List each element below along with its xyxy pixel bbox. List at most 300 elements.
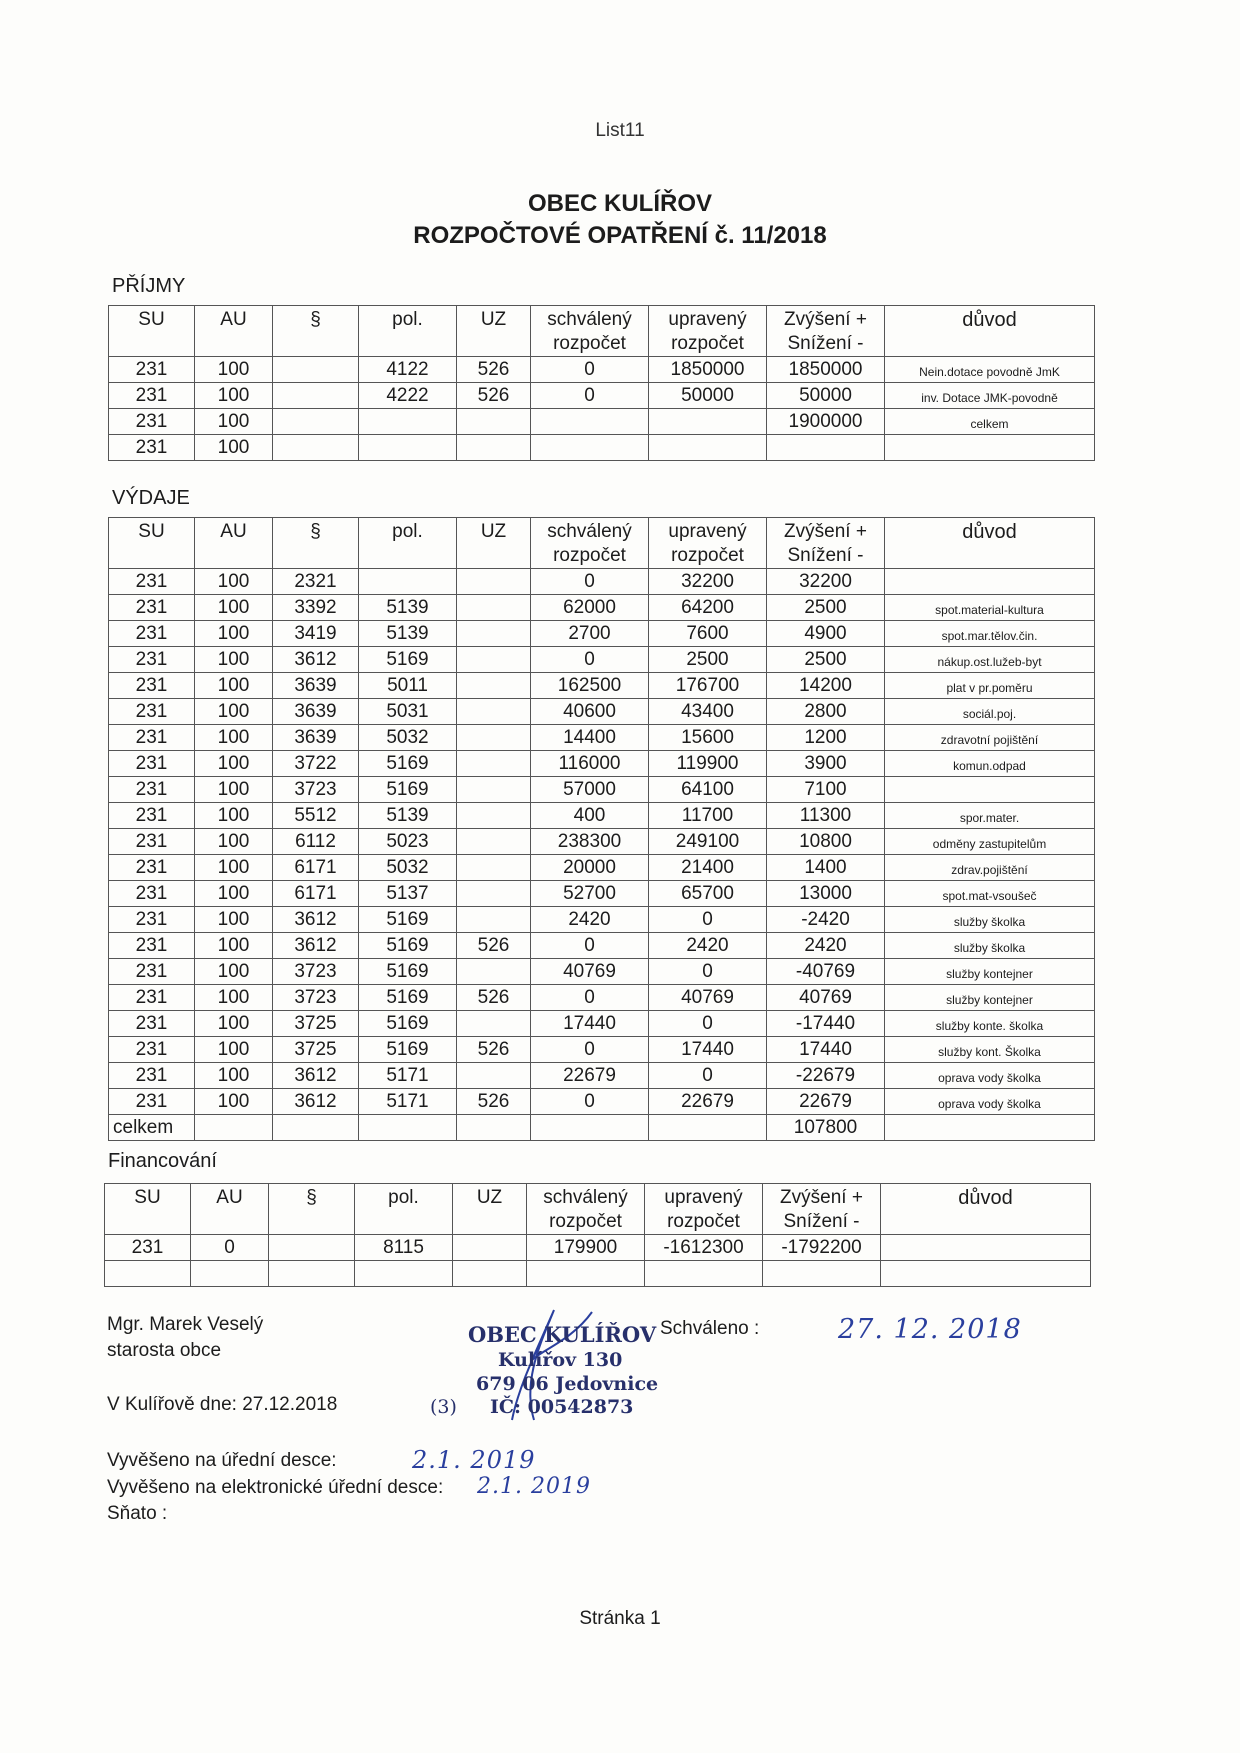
cell-su	[105, 1261, 191, 1287]
cell-upraveny: 40769	[649, 985, 767, 1011]
header-par: §	[269, 1184, 355, 1235]
table-row	[105, 1261, 1091, 1287]
cell-au: 100	[195, 855, 273, 881]
cell-uz	[457, 435, 531, 461]
sheet-name: List11	[595, 120, 645, 141]
table-header-row	[105, 1184, 1091, 1235]
cell-zmena: 32200	[767, 569, 885, 595]
total-row	[109, 1115, 1095, 1141]
cell-zmena: 22679	[767, 1089, 885, 1115]
cell-au: 0	[191, 1235, 269, 1261]
cell-schvaleny: 0	[531, 647, 649, 673]
header-au: AU	[195, 518, 273, 569]
cell-par: 3725	[273, 1011, 359, 1037]
cell-uz: 526	[457, 1037, 531, 1063]
cell-uz: 526	[457, 985, 531, 1011]
cell-schvaleny: 0	[531, 1037, 649, 1063]
table-row	[109, 673, 1095, 699]
cell-duvod: Nein.dotace povodně JmK	[885, 357, 1095, 383]
cell-upraveny: 17440	[649, 1037, 767, 1063]
cell-upraveny: 0	[649, 1011, 767, 1037]
cell-zmena: 11300	[767, 803, 885, 829]
cell-pol: 5137	[359, 881, 457, 907]
cell-upraveny: 2420	[649, 933, 767, 959]
header-pol: pol.	[359, 306, 457, 357]
cell-pol: 5139	[359, 803, 457, 829]
cell-upraveny: 15600	[649, 725, 767, 751]
cell-su: 231	[109, 409, 195, 435]
cell-su: 231	[109, 595, 195, 621]
cell-pol: 5139	[359, 621, 457, 647]
cell-zmena: 13000	[767, 881, 885, 907]
table-row	[109, 725, 1095, 751]
approved-date-handwritten: 27. 12. 2018	[838, 1314, 1022, 1345]
cell-au: 100	[195, 907, 273, 933]
cell-uz	[453, 1235, 527, 1261]
header-par: §	[273, 518, 359, 569]
cell-schvaleny: 22679	[531, 1063, 649, 1089]
cell-pol: 5031	[359, 699, 457, 725]
cell-duvod: spot.mat-vsoušeč	[885, 881, 1095, 907]
cell-par: 3612	[273, 933, 359, 959]
cell-schvaleny: 0	[531, 933, 649, 959]
cell-zmena: 10800	[767, 829, 885, 855]
cell-su: 231	[109, 803, 195, 829]
cell-zmena: 1400	[767, 855, 885, 881]
signer-name: Mgr. Marek Veselý	[107, 1314, 264, 1335]
cell-duvod: oprava vody školka	[885, 1063, 1095, 1089]
cell-upraveny: 176700	[649, 673, 767, 699]
cell-pol	[359, 409, 457, 435]
table-row	[109, 829, 1095, 855]
cell-duvod	[885, 569, 1095, 595]
cell-duvod: služby školka	[885, 933, 1095, 959]
cell-pol: 5169	[359, 1011, 457, 1037]
cell-au: 100	[195, 1037, 273, 1063]
document-title: OBEC KULÍŘOV	[527, 190, 712, 217]
removed-label: Sňato :	[107, 1503, 168, 1524]
stamp-line-3: 679 06 Jedovnice	[476, 1373, 659, 1395]
cell-duvod	[881, 1235, 1091, 1261]
cell-schvaleny	[531, 1115, 649, 1141]
stamp-line-1: OBEC KULÍŘOV	[468, 1322, 657, 1347]
cell-pol	[359, 569, 457, 595]
cell-zmena: 2500	[767, 595, 885, 621]
cell-uz: 526	[457, 933, 531, 959]
cell-schvaleny: 2420	[531, 907, 649, 933]
total-label: celkem	[109, 1115, 195, 1141]
header-upraveny-line-2: rozpočet	[671, 333, 744, 354]
cell-uz	[457, 803, 531, 829]
header-zmena-line-1: Zvýšení +	[784, 309, 867, 330]
cell-uz: 526	[457, 357, 531, 383]
cell-su: 231	[109, 699, 195, 725]
header-zmena	[767, 518, 885, 569]
cell-duvod: spor.mater.	[885, 803, 1095, 829]
cell-uz: 526	[457, 1089, 531, 1115]
cell-su: 231	[109, 1089, 195, 1115]
cell-zmena: 17440	[767, 1037, 885, 1063]
cell-par	[269, 1261, 355, 1287]
signer-role: starosta obce	[107, 1340, 222, 1361]
cell-duvod: spot.mar.tělov.čin.	[885, 621, 1095, 647]
cell-zmena: 4900	[767, 621, 885, 647]
cell-upraveny: 65700	[649, 881, 767, 907]
header-su: SU	[109, 518, 195, 569]
cell-au: 100	[195, 435, 273, 461]
cell-pol: 5169	[359, 751, 457, 777]
cell-au: 100	[195, 881, 273, 907]
table-row	[109, 855, 1095, 881]
cell-par	[273, 383, 359, 409]
cell-uz: 526	[457, 383, 531, 409]
cell-schvaleny: 0	[531, 1089, 649, 1115]
cell-pol: 5032	[359, 725, 457, 751]
cell-pol	[359, 435, 457, 461]
header-schvaleny-line-2: rozpočet	[549, 1211, 622, 1232]
cell-su: 231	[109, 647, 195, 673]
cell-schvaleny	[531, 409, 649, 435]
cell-zmena: 3900	[767, 751, 885, 777]
header-upraveny-line-2: rozpočet	[667, 1211, 740, 1232]
cell-au: 100	[195, 725, 273, 751]
cell-par: 3612	[273, 647, 359, 673]
cell-par	[273, 435, 359, 461]
cell-par: 3639	[273, 673, 359, 699]
table-row	[109, 647, 1095, 673]
cell-uz	[457, 409, 531, 435]
cell-su: 231	[109, 673, 195, 699]
cell-duvod: zdravotní pojištění	[885, 725, 1095, 751]
cell-duvod	[881, 1261, 1091, 1287]
posted-electronic-label: Vyvěšeno na elektronické úřední desce:	[107, 1477, 444, 1498]
cell-duvod: služby kontejner	[885, 959, 1095, 985]
cell-au: 100	[195, 595, 273, 621]
cell-zmena: -2420	[767, 907, 885, 933]
cell-pol: 8115	[355, 1235, 453, 1261]
table-row	[109, 933, 1095, 959]
cell-schvaleny: 57000	[531, 777, 649, 803]
cell-upraveny: 0	[649, 959, 767, 985]
header-upraveny	[649, 306, 767, 357]
cell-par	[273, 409, 359, 435]
header-pol: pol.	[355, 1184, 453, 1235]
header-schvaleny-line-1: schválený	[547, 309, 632, 330]
table-row	[109, 595, 1095, 621]
header-schvaleny-line-1: schválený	[543, 1187, 628, 1208]
cell-su: 231	[109, 621, 195, 647]
cell-schvaleny: 40600	[531, 699, 649, 725]
cell-uz	[457, 907, 531, 933]
table-row	[109, 357, 1095, 383]
cell-uz	[457, 855, 531, 881]
cell-zmena	[767, 435, 885, 461]
cell-au: 100	[195, 621, 273, 647]
cell-uz	[457, 595, 531, 621]
table-vydaje	[108, 517, 1095, 1141]
header-upraveny-line-1: upravený	[668, 521, 747, 542]
cell-schvaleny: 400	[531, 803, 649, 829]
cell-zmena: -22679	[767, 1063, 885, 1089]
header-zmena	[767, 306, 885, 357]
cell-su: 231	[109, 357, 195, 383]
header-zmena-line-1: Zvýšení +	[784, 521, 867, 542]
cell-zmena: 50000	[767, 383, 885, 409]
cell-duvod: sociál.poj.	[885, 699, 1095, 725]
cell-upraveny: 50000	[649, 383, 767, 409]
table-row	[109, 777, 1095, 803]
cell-au: 100	[195, 933, 273, 959]
cell-upraveny: -1612300	[645, 1235, 763, 1261]
cell-upraveny	[649, 1115, 767, 1141]
cell-zmena: 1200	[767, 725, 885, 751]
cell-schvaleny: 238300	[531, 829, 649, 855]
cell-su: 231	[105, 1235, 191, 1261]
header-duvod: důvod	[885, 518, 1095, 569]
official-stamp	[430, 1300, 672, 1430]
cell-duvod	[885, 1115, 1095, 1141]
header-su: SU	[109, 306, 195, 357]
cell-zmena: -40769	[767, 959, 885, 985]
cell-pol: 4122	[359, 357, 457, 383]
cell-par: 3723	[273, 985, 359, 1011]
cell-pol: 5169	[359, 985, 457, 1011]
table-row	[109, 1037, 1095, 1063]
table-header-row	[109, 518, 1095, 569]
cell-schvaleny: 52700	[531, 881, 649, 907]
header-duvod: důvod	[881, 1184, 1091, 1235]
header-schvaleny-line-1: schválený	[547, 521, 632, 542]
cell-schvaleny: 116000	[531, 751, 649, 777]
cell-su: 231	[109, 1037, 195, 1063]
cell-duvod	[885, 435, 1095, 461]
cell-zmena: 2420	[767, 933, 885, 959]
cell-au	[191, 1261, 269, 1287]
cell-au: 100	[195, 647, 273, 673]
cell-zmena: 2800	[767, 699, 885, 725]
cell-uz	[457, 751, 531, 777]
cell-upraveny: 64100	[649, 777, 767, 803]
cell-upraveny: 7600	[649, 621, 767, 647]
cell-uz	[453, 1261, 527, 1287]
cell-schvaleny: 17440	[531, 1011, 649, 1037]
cell-upraveny: 2500	[649, 647, 767, 673]
cell-duvod: nákup.ost.lužeb-byt	[885, 647, 1095, 673]
cell-au: 100	[195, 383, 273, 409]
cell-upraveny: 32200	[649, 569, 767, 595]
cell-au: 100	[195, 569, 273, 595]
header-upraveny-line-1: upravený	[668, 309, 747, 330]
cell-zmena: 7100	[767, 777, 885, 803]
table-row	[109, 383, 1095, 409]
table-row	[109, 803, 1095, 829]
cell-duvod: spot.material-kultura	[885, 595, 1095, 621]
cell-schvaleny	[527, 1261, 645, 1287]
cell-au	[195, 1115, 273, 1141]
header-upraveny	[645, 1184, 763, 1235]
header-duvod: důvod	[885, 306, 1095, 357]
cell-upraveny: 11700	[649, 803, 767, 829]
cell-pol: 5169	[359, 959, 457, 985]
cell-par	[273, 1115, 359, 1141]
cell-par	[269, 1235, 355, 1261]
cell-uz	[457, 1115, 531, 1141]
cell-duvod: zdrav.pojištění	[885, 855, 1095, 881]
stamp-number: (3)	[430, 1396, 457, 1418]
cell-au: 100	[195, 959, 273, 985]
cell-par	[273, 357, 359, 383]
cell-par: 6171	[273, 855, 359, 881]
header-pol: pol.	[359, 518, 457, 569]
header-su: SU	[105, 1184, 191, 1235]
cell-pol: 5139	[359, 595, 457, 621]
section-label-prijmy: PŘÍJMY	[112, 275, 186, 297]
stamp-line-4: IČ: 00542873	[490, 1396, 634, 1418]
cell-pol: 5169	[359, 933, 457, 959]
cell-par: 3612	[273, 1063, 359, 1089]
cell-schvaleny: 2700	[531, 621, 649, 647]
cell-au: 100	[195, 751, 273, 777]
cell-schvaleny: 179900	[527, 1235, 645, 1261]
cell-pol: 5032	[359, 855, 457, 881]
header-uz: UZ	[453, 1184, 527, 1235]
cell-uz	[457, 1063, 531, 1089]
cell-pol	[359, 1115, 457, 1141]
cell-upraveny	[645, 1261, 763, 1287]
cell-zmena: -17440	[767, 1011, 885, 1037]
cell-par: 5512	[273, 803, 359, 829]
cell-duvod: komun.odpad	[885, 751, 1095, 777]
posted-board-label: Vyvěšeno na úřední desce:	[107, 1450, 337, 1471]
cell-schvaleny: 162500	[531, 673, 649, 699]
table-row	[109, 907, 1095, 933]
cell-duvod: služby kont. Školka	[885, 1037, 1095, 1063]
cell-schvaleny: 0	[531, 357, 649, 383]
table-row	[109, 881, 1095, 907]
cell-su: 231	[109, 829, 195, 855]
cell-zmena: 1850000	[767, 357, 885, 383]
cell-au: 100	[195, 699, 273, 725]
cell-su: 231	[109, 777, 195, 803]
cell-duvod: inv. Dotace JMK-povodně	[885, 383, 1095, 409]
header-uz: UZ	[457, 518, 531, 569]
cell-par: 3419	[273, 621, 359, 647]
document-subtitle: ROZPOČTOVÉ OPATŘENÍ č. 11/2018	[413, 222, 827, 249]
cell-upraveny: 0	[649, 907, 767, 933]
table-row	[105, 1235, 1091, 1261]
cell-par: 3612	[273, 907, 359, 933]
approved-label: Schváleno :	[660, 1318, 760, 1339]
header-upraveny	[649, 518, 767, 569]
header-zmena-line-2: Snížení -	[787, 545, 864, 566]
cell-upraveny: 119900	[649, 751, 767, 777]
cell-par: 3639	[273, 725, 359, 751]
cell-au: 100	[195, 777, 273, 803]
cell-par: 3722	[273, 751, 359, 777]
table-financovani	[104, 1183, 1091, 1287]
cell-au: 100	[195, 673, 273, 699]
table-row	[109, 699, 1095, 725]
cell-schvaleny: 40769	[531, 959, 649, 985]
cell-upraveny	[649, 435, 767, 461]
cell-uz	[457, 881, 531, 907]
cell-par: 3723	[273, 959, 359, 985]
table-row	[109, 435, 1095, 461]
cell-schvaleny: 0	[531, 383, 649, 409]
stamp-line-2: Kulířov 130	[498, 1349, 623, 1371]
header-schvaleny	[531, 518, 649, 569]
cell-au: 100	[195, 1089, 273, 1115]
cell-upraveny: 64200	[649, 595, 767, 621]
posted-board-date-handwritten: 2.1. 2019	[412, 1446, 536, 1474]
cell-par: 6112	[273, 829, 359, 855]
header-zmena	[763, 1184, 881, 1235]
cell-uz	[457, 569, 531, 595]
cell-su: 231	[109, 569, 195, 595]
cell-zmena: 14200	[767, 673, 885, 699]
header-schvaleny	[531, 306, 649, 357]
header-zmena-line-2: Snížení -	[783, 1211, 860, 1232]
cell-su: 231	[109, 725, 195, 751]
header-uz: UZ	[457, 306, 531, 357]
cell-au: 100	[195, 803, 273, 829]
table-row	[109, 621, 1095, 647]
table-header-row	[109, 306, 1095, 357]
cell-duvod: služby kontejner	[885, 985, 1095, 1011]
cell-zmena: 2500	[767, 647, 885, 673]
table-row	[109, 751, 1095, 777]
cell-upraveny: 43400	[649, 699, 767, 725]
cell-su: 231	[109, 435, 195, 461]
cell-su: 231	[109, 985, 195, 1011]
cell-upraveny: 22679	[649, 1089, 767, 1115]
header-zmena-line-2: Snížení -	[787, 333, 864, 354]
section-label-vydaje: VÝDAJE	[112, 487, 190, 509]
cell-pol: 5171	[359, 1089, 457, 1115]
header-schvaleny-line-2: rozpočet	[553, 545, 626, 566]
cell-au: 100	[195, 1063, 273, 1089]
cell-zmena: 40769	[767, 985, 885, 1011]
cell-schvaleny: 20000	[531, 855, 649, 881]
cell-upraveny: 1850000	[649, 357, 767, 383]
place-date: V Kulířově dne: 27.12.2018	[107, 1394, 338, 1415]
cell-par: 3612	[273, 1089, 359, 1115]
cell-pol: 5011	[359, 673, 457, 699]
cell-par: 3392	[273, 595, 359, 621]
cell-su: 231	[109, 959, 195, 985]
cell-su: 231	[109, 881, 195, 907]
cell-par: 3723	[273, 777, 359, 803]
cell-duvod: oprava vody školka	[885, 1089, 1095, 1115]
cell-uz	[457, 647, 531, 673]
total-value: 107800	[767, 1115, 885, 1141]
header-zmena-line-1: Zvýšení +	[780, 1187, 863, 1208]
cell-duvod	[885, 777, 1095, 803]
cell-su: 231	[109, 855, 195, 881]
cell-uz	[457, 777, 531, 803]
cell-au: 100	[195, 829, 273, 855]
table-prijmy	[108, 305, 1095, 461]
table-row	[109, 569, 1095, 595]
cell-upraveny: 21400	[649, 855, 767, 881]
header-upraveny-line-2: rozpočet	[671, 545, 744, 566]
section-label-financovani: Financování	[108, 1150, 217, 1172]
cell-au: 100	[195, 985, 273, 1011]
cell-su: 231	[109, 751, 195, 777]
table-row	[109, 409, 1095, 435]
cell-au: 100	[195, 1011, 273, 1037]
header-par: §	[273, 306, 359, 357]
